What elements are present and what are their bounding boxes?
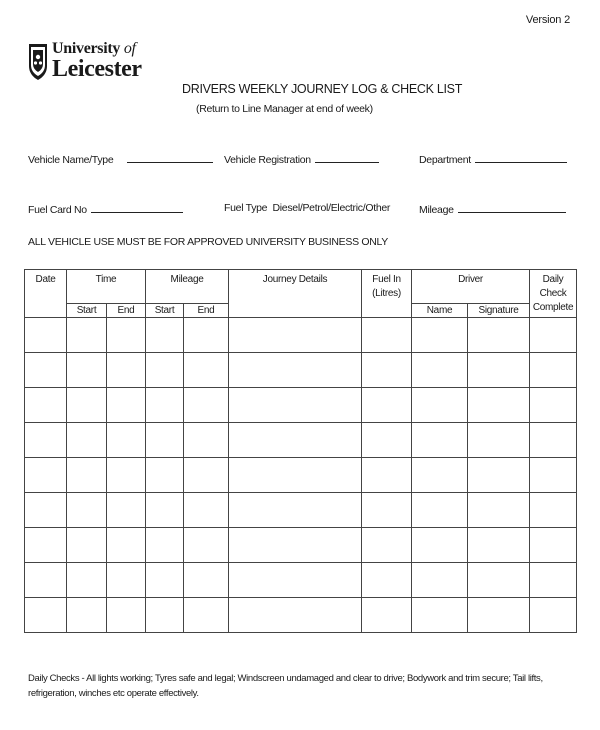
table-cell[interactable]: [229, 318, 362, 353]
table-cell[interactable]: [412, 318, 468, 353]
logo-line-2: Leicester: [52, 56, 142, 82]
table-cell[interactable]: [530, 458, 577, 493]
table-cell[interactable]: [146, 458, 184, 493]
daily-checks-footnote: Daily Checks - All lights working; Tyres safe and legal; Windscreen undamaged and clear to drive; Bodywork and trim secure; Tail lifts, refrigeration, winches etc operate effectively.: [28, 673, 543, 699]
table-cell[interactable]: [362, 528, 412, 563]
table-cell[interactable]: [67, 528, 107, 563]
table-cell[interactable]: [530, 388, 577, 423]
table-cell[interactable]: [530, 563, 577, 598]
table-row: [25, 318, 577, 353]
table-row: [25, 388, 577, 423]
table-cell[interactable]: [530, 423, 577, 458]
table-cell[interactable]: [107, 598, 146, 633]
table-cell[interactable]: [25, 528, 67, 563]
table-cell[interactable]: [67, 353, 107, 388]
table-cell[interactable]: [146, 563, 184, 598]
table-cell[interactable]: [184, 493, 229, 528]
table-cell[interactable]: [412, 493, 468, 528]
form-subtitle: (Return to Line Manager at end of week): [196, 103, 373, 115]
table-row: [25, 563, 577, 598]
table-cell[interactable]: [25, 458, 67, 493]
table-row: [25, 528, 577, 563]
table-cell[interactable]: [107, 388, 146, 423]
vehicle-name-blank[interactable]: [127, 152, 213, 163]
fuel-card-field: Fuel Card No: [28, 202, 183, 216]
form-title: DRIVERS WEEKLY JOURNEY LOG & CHECK LIST: [182, 82, 463, 96]
table-cell[interactable]: [146, 353, 184, 388]
table-cell[interactable]: [468, 458, 530, 493]
table-cell[interactable]: [184, 598, 229, 633]
fuel-type-field: Fuel Type Diesel/Petrol/Electric/Other: [224, 202, 391, 214]
header-daily-check: Daily Check Complete: [530, 270, 577, 318]
table-cell[interactable]: [146, 598, 184, 633]
header-time: Time: [67, 270, 146, 304]
table-cell[interactable]: [107, 318, 146, 353]
table-cell[interactable]: [412, 388, 468, 423]
table-cell[interactable]: [229, 528, 362, 563]
table-cell[interactable]: [468, 598, 530, 633]
table-cell[interactable]: [107, 493, 146, 528]
table-cell[interactable]: [412, 458, 468, 493]
table-cell[interactable]: [362, 353, 412, 388]
table-cell[interactable]: [229, 388, 362, 423]
table-row: [25, 423, 577, 458]
subheader-driver-signature: Signature: [468, 304, 530, 318]
mileage-field: Mileage: [419, 202, 566, 216]
table-cell[interactable]: [107, 528, 146, 563]
mileage-blank[interactable]: [458, 202, 566, 213]
table-cell[interactable]: [468, 528, 530, 563]
department-field: Department: [419, 152, 567, 166]
table-cell[interactable]: [146, 318, 184, 353]
logo-line-1: University of: [52, 40, 136, 57]
table-cell[interactable]: [468, 493, 530, 528]
table-cell[interactable]: [468, 423, 530, 458]
table-cell[interactable]: [67, 563, 107, 598]
version-label: Version 2: [525, 14, 570, 26]
table-cell[interactable]: [67, 493, 107, 528]
subheader-driver-name: Name: [412, 304, 468, 318]
table-cell[interactable]: [362, 423, 412, 458]
table-cell[interactable]: [25, 493, 67, 528]
table-cell[interactable]: [184, 353, 229, 388]
table-row: [25, 598, 577, 633]
table-cell[interactable]: [229, 493, 362, 528]
table-row: [25, 493, 577, 528]
table-cell[interactable]: [184, 318, 229, 353]
header-journey-details: Journey Details: [229, 270, 362, 318]
table-cell[interactable]: [107, 353, 146, 388]
table-cell[interactable]: [530, 528, 577, 563]
vehicle-registration-blank[interactable]: [315, 152, 379, 163]
table-cell[interactable]: [229, 563, 362, 598]
subheader-time-start: Start: [67, 304, 107, 318]
journey-log-rows: [25, 318, 577, 633]
table-cell[interactable]: [25, 318, 67, 353]
table-cell[interactable]: [67, 318, 107, 353]
table-cell[interactable]: [25, 353, 67, 388]
table-cell[interactable]: [229, 458, 362, 493]
table-cell[interactable]: [412, 598, 468, 633]
table-cell[interactable]: [362, 318, 412, 353]
table-cell[interactable]: [25, 598, 67, 633]
subheader-time-end: End: [107, 304, 146, 318]
table-cell[interactable]: [67, 423, 107, 458]
table-cell[interactable]: [530, 318, 577, 353]
table-cell[interactable]: [184, 458, 229, 493]
subheader-mileage-end: End: [184, 304, 229, 318]
subheader-mileage-start: Start: [146, 304, 184, 318]
table-row: [25, 353, 577, 388]
table-row: [25, 458, 577, 493]
table-cell[interactable]: [530, 353, 577, 388]
table-cell[interactable]: [107, 563, 146, 598]
table-cell[interactable]: [468, 563, 530, 598]
table-cell[interactable]: [107, 423, 146, 458]
table-cell[interactable]: [229, 423, 362, 458]
header-driver: Driver: [412, 270, 530, 304]
table-cell[interactable]: [468, 353, 530, 388]
table-cell[interactable]: [184, 388, 229, 423]
table-cell[interactable]: [362, 458, 412, 493]
table-cell[interactable]: [107, 458, 146, 493]
table-cell[interactable]: [412, 563, 468, 598]
table-cell[interactable]: [412, 423, 468, 458]
table-cell[interactable]: [184, 528, 229, 563]
table-cell[interactable]: [412, 353, 468, 388]
table-cell[interactable]: [146, 528, 184, 563]
journey-log-table: [24, 269, 577, 633]
vehicle-name-field: Vehicle Name/Type: [28, 152, 213, 166]
crest-icon: [28, 42, 48, 82]
table-cell[interactable]: [468, 318, 530, 353]
table-cell[interactable]: [530, 493, 577, 528]
header-mileage: Mileage: [146, 270, 229, 304]
header-fuel-in: Fuel In (Litres): [362, 270, 412, 318]
department-blank[interactable]: [475, 152, 567, 163]
vehicle-registration-field: Vehicle Registration: [224, 152, 379, 166]
table-cell[interactable]: [229, 353, 362, 388]
table-cell[interactable]: [146, 388, 184, 423]
table-cell[interactable]: [184, 423, 229, 458]
table-cell[interactable]: [362, 493, 412, 528]
table-cell[interactable]: [25, 563, 67, 598]
table-cell[interactable]: [530, 598, 577, 633]
university-logo: [28, 40, 148, 92]
table-cell[interactable]: [67, 458, 107, 493]
table-cell[interactable]: [184, 563, 229, 598]
table-cell[interactable]: [67, 388, 107, 423]
table-cell[interactable]: [362, 388, 412, 423]
table-cell[interactable]: [25, 388, 67, 423]
table-cell[interactable]: [362, 563, 412, 598]
approved-use-notice: ALL VEHICLE USE MUST BE FOR APPROVED UNIVERSITY BUSINESS ONLY: [28, 236, 389, 248]
table-cell[interactable]: [146, 423, 184, 458]
header-date: Date: [25, 270, 67, 318]
table-cell[interactable]: [468, 388, 530, 423]
table-cell[interactable]: [229, 598, 362, 633]
table-cell[interactable]: [67, 598, 107, 633]
table-cell[interactable]: [146, 493, 184, 528]
table-cell[interactable]: [412, 528, 468, 563]
table-cell[interactable]: [362, 598, 412, 633]
fuel-card-blank[interactable]: [91, 202, 183, 213]
table-cell[interactable]: [25, 423, 67, 458]
